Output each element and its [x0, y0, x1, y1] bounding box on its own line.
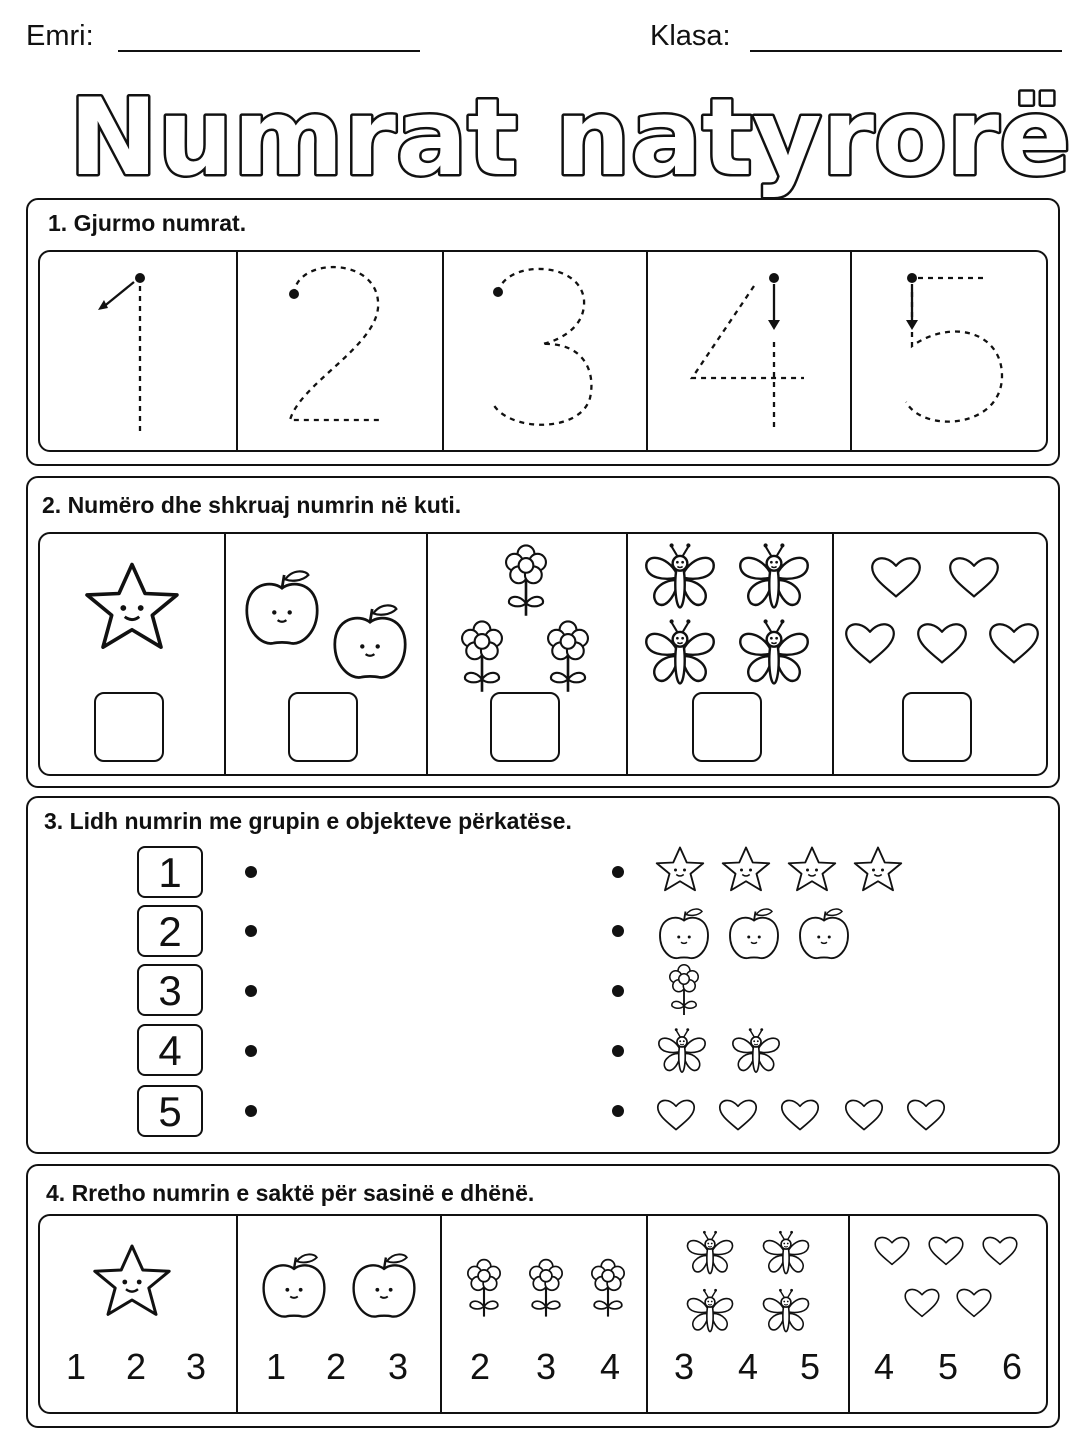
apple-icon: [800, 909, 848, 958]
trace-cell-1[interactable]: [40, 252, 238, 450]
circle-cell-4: [648, 1216, 850, 1412]
heart-icon: [720, 1100, 756, 1129]
flower-icon: [592, 1260, 624, 1317]
trace-row: [38, 250, 1048, 452]
choice-option[interactable]: 3: [536, 1346, 557, 1387]
count-cell-stars: [40, 534, 226, 774]
choice-option[interactable]: 2: [126, 1346, 147, 1387]
left-dot-3[interactable]: [245, 985, 257, 997]
class-label: Klasa:: [650, 20, 731, 52]
flower-icon: [462, 621, 502, 691]
page-title: [0, 62, 1086, 202]
choice-option[interactable]: 5: [938, 1346, 959, 1387]
butterfly-icon: [688, 1289, 733, 1332]
apple-icon: [354, 1254, 415, 1316]
right-dot-1[interactable]: [612, 866, 624, 878]
count-cell-hearts: [834, 534, 1048, 774]
star-icon: [95, 1246, 169, 1314]
butterfly-icon: [688, 1231, 733, 1274]
choice-option[interactable]: 1: [66, 1346, 87, 1387]
choice-option[interactable]: 2: [326, 1346, 347, 1387]
heart-icon: [846, 1100, 882, 1129]
circle-cell-2: [238, 1216, 442, 1412]
match-number-3: 3: [137, 964, 203, 1016]
flower-group: [428, 534, 628, 684]
left-dot-5[interactable]: [245, 1105, 257, 1117]
match-groups: [640, 840, 940, 1140]
apple-group: [226, 534, 428, 684]
trace-digit-2: [238, 252, 444, 452]
flower-icon: [468, 1260, 500, 1317]
star-group: [657, 848, 902, 891]
flower-group: [670, 965, 699, 1015]
name-field[interactable]: [118, 50, 420, 52]
choice-option[interactable]: 6: [1002, 1346, 1023, 1387]
star-icon: [87, 565, 177, 648]
match-number-2: 2: [137, 905, 203, 957]
section-trace: [26, 198, 1060, 466]
trace-digit-5: [852, 252, 1048, 452]
section-circle: [26, 1164, 1060, 1428]
star-icon: [723, 848, 770, 891]
right-dot-2[interactable]: [612, 925, 624, 937]
butterfly-icon: [740, 543, 807, 607]
heart-icon: [983, 1237, 1017, 1264]
match-number-5: 5: [137, 1085, 203, 1137]
answer-box-4[interactable]: [692, 692, 762, 762]
count-cell-apples: [226, 534, 428, 774]
apple-icon: [730, 909, 778, 958]
butterfly-icon: [764, 1231, 809, 1274]
heart-icon: [872, 558, 920, 596]
choice-option[interactable]: 1: [266, 1346, 287, 1387]
choice-option[interactable]: 3: [674, 1346, 695, 1387]
heart-group: [834, 534, 1048, 684]
choice-option[interactable]: 3: [186, 1346, 207, 1387]
choice-option[interactable]: 4: [738, 1346, 759, 1387]
class-field[interactable]: [750, 50, 1062, 52]
left-dot-1[interactable]: [245, 866, 257, 878]
heart-icon: [846, 624, 894, 662]
count-row: [38, 532, 1048, 776]
butterfly-icon: [733, 1028, 779, 1072]
trace-digit-4: [648, 252, 852, 452]
page-title-text: Numrat natyrorë: [68, 76, 1072, 199]
heart-icon: [875, 1237, 909, 1264]
heart-group: [658, 1100, 944, 1129]
flower-group: [442, 1216, 648, 1346]
flower-icon: [530, 1260, 562, 1317]
choice-option[interactable]: 3: [388, 1346, 409, 1387]
name-label: Emri:: [26, 20, 94, 52]
trace-cell-4[interactable]: [648, 252, 852, 450]
star-group: [40, 1216, 238, 1346]
butterfly-icon: [646, 619, 713, 683]
circle-row: [38, 1214, 1048, 1414]
trace-cell-5[interactable]: [852, 252, 1048, 450]
answer-box-3[interactable]: [490, 692, 560, 762]
answer-box-2[interactable]: [288, 692, 358, 762]
trace-digit-1: [40, 252, 238, 452]
right-dot-5[interactable]: [612, 1105, 624, 1117]
heart-icon: [929, 1237, 963, 1264]
heart-group: [850, 1216, 1048, 1346]
star-group: [40, 534, 226, 684]
heart-icon: [782, 1100, 818, 1129]
trace-cell-2[interactable]: [238, 252, 444, 450]
butterfly-group: [648, 1216, 850, 1346]
match-number-4: 4: [137, 1024, 203, 1076]
butterfly-icon: [646, 543, 713, 607]
circle-cell-1: [40, 1216, 238, 1412]
choice-option[interactable]: 5: [800, 1346, 821, 1387]
heart-icon: [957, 1289, 991, 1316]
butterfly-group: [659, 1028, 779, 1072]
butterfly-icon: [740, 619, 807, 683]
star-icon: [657, 848, 704, 891]
flower-icon: [506, 545, 546, 615]
trace-digit-3: [444, 252, 648, 452]
heart-icon: [918, 624, 966, 662]
section-count: [26, 476, 1060, 788]
flower-icon: [670, 965, 699, 1015]
section-title: 3. Lidh numrin me grupin e objekteve përkatëse.: [44, 808, 572, 834]
butterfly-icon: [659, 1028, 705, 1072]
apple-icon: [264, 1254, 325, 1316]
heart-icon: [905, 1289, 939, 1316]
answer-box-5[interactable]: [902, 692, 972, 762]
answer-box-1[interactable]: [94, 692, 164, 762]
section-title: 2. Numëro dhe shkruaj numrin në kuti.: [42, 492, 462, 518]
flower-icon: [548, 621, 588, 691]
apple-icon: [660, 909, 708, 958]
right-dot-4[interactable]: [612, 1045, 624, 1057]
choice-option[interactable]: 4: [600, 1346, 621, 1387]
trace-cell-3[interactable]: [444, 252, 648, 450]
apple-icon: [247, 571, 317, 643]
apple-group: [660, 909, 848, 958]
choice-option[interactable]: 4: [874, 1346, 895, 1387]
left-dot-2[interactable]: [245, 925, 257, 937]
star-icon: [789, 848, 836, 891]
butterfly-group: [628, 534, 834, 684]
match-number-1: 1: [137, 846, 203, 898]
heart-icon: [908, 1100, 944, 1129]
section-title: 4. Rretho numrin e saktë për sasinë e dhënë.: [46, 1180, 535, 1206]
heart-icon: [658, 1100, 694, 1129]
count-cell-butterflies: [628, 534, 834, 774]
butterfly-icon: [764, 1289, 809, 1332]
left-dot-4[interactable]: [245, 1045, 257, 1057]
count-cell-flowers: [428, 534, 628, 774]
star-icon: [855, 848, 902, 891]
heart-icon: [950, 558, 998, 596]
heart-icon: [990, 624, 1038, 662]
section-title: 1. Gjurmo numrat.: [48, 210, 247, 236]
apple-icon: [335, 605, 405, 677]
circle-cell-3: [442, 1216, 648, 1412]
circle-cell-5: [850, 1216, 1048, 1412]
choice-option[interactable]: 2: [470, 1346, 491, 1387]
right-dot-3[interactable]: [612, 985, 624, 997]
apple-group: [238, 1216, 442, 1346]
